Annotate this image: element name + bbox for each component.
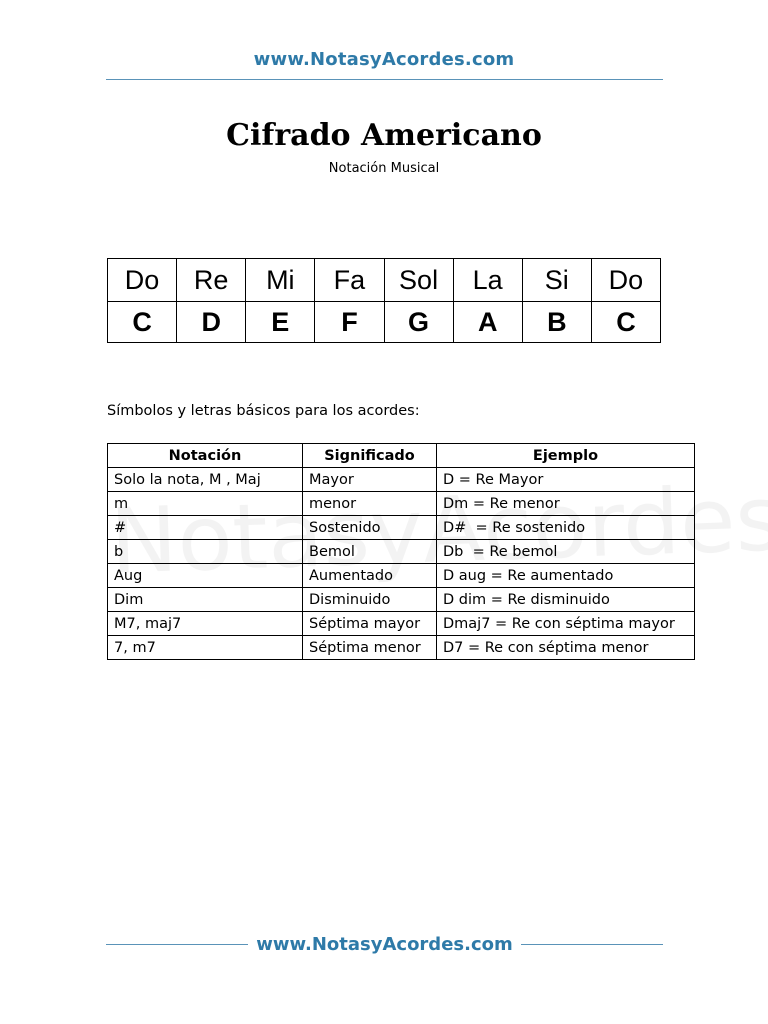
column-header-notation: Notación (108, 444, 303, 468)
table-row (108, 588, 695, 612)
notation-cell: # (108, 516, 303, 540)
page-title: Cifrado Americano (226, 118, 542, 153)
example-cell: Db = Re bemol (437, 540, 695, 564)
meaning-cell: Sostenido (303, 516, 437, 540)
letter-cell: A (453, 302, 522, 343)
example-cell: D# = Re sostenido (437, 516, 695, 540)
meaning-cell: Aumentado (303, 564, 437, 588)
footer (106, 931, 663, 957)
example-cell: D aug = Re aumentado (437, 564, 695, 588)
solfege-cell: Si (522, 259, 591, 302)
solfege-cell: Do (591, 259, 660, 302)
solfege-cell: Re (177, 259, 246, 302)
column-header-example: Ejemplo (437, 444, 695, 468)
notation-cell: Dim (108, 588, 303, 612)
chords-table (107, 443, 695, 660)
letter-cell: C (108, 302, 177, 343)
letter-cell: C (591, 302, 660, 343)
letter-cell: B (522, 302, 591, 343)
table-row (108, 540, 695, 564)
example-cell: D = Re Mayor (437, 468, 695, 492)
solfege-row (108, 259, 661, 302)
meaning-cell: menor (303, 492, 437, 516)
notation-cell: b (108, 540, 303, 564)
meaning-cell: Séptima mayor (303, 612, 437, 636)
header-divider (106, 79, 663, 80)
footer-site-link[interactable]: www.NotasyAcordes.com (256, 933, 513, 955)
table-row (108, 492, 695, 516)
solfege-cell: Do (108, 259, 177, 302)
table-row (108, 564, 695, 588)
notation-cell: 7, m7 (108, 636, 303, 660)
page-subtitle: Notación Musical (328, 161, 440, 176)
meaning-cell: Disminuido (303, 588, 437, 612)
notation-cell: Aug (108, 564, 303, 588)
table-row (108, 636, 695, 660)
example-cell: D7 = Re con séptima menor (437, 636, 695, 660)
meaning-cell: Séptima menor (303, 636, 437, 660)
solfege-cell: La (453, 259, 522, 302)
footer-divider-left (106, 944, 248, 945)
letter-cell: E (246, 302, 315, 343)
letter-cell: G (384, 302, 453, 343)
column-header-meaning: Significado (303, 444, 437, 468)
solfege-cell: Mi (246, 259, 315, 302)
example-cell: Dm = Re menor (437, 492, 695, 516)
notation-cell: Solo la nota, M , Maj (108, 468, 303, 492)
header-site-link[interactable]: www.NotasyAcordes.com (253, 49, 515, 70)
meaning-cell: Mayor (303, 468, 437, 492)
footer-divider-right (521, 944, 663, 945)
letter-row (108, 302, 661, 343)
letter-cell: F (315, 302, 384, 343)
notation-cell: m (108, 492, 303, 516)
meaning-cell: Bemol (303, 540, 437, 564)
table-row (108, 468, 695, 492)
solfege-cell: Fa (315, 259, 384, 302)
table-row (108, 516, 695, 540)
example-cell: D dim = Re disminuido (437, 588, 695, 612)
notes-table (107, 258, 661, 343)
table-header-row (108, 444, 695, 468)
example-cell: Dmaj7 = Re con séptima mayor (437, 612, 695, 636)
chords-caption: Símbolos y letras básicos para los acordes: (107, 403, 420, 419)
table-row (108, 612, 695, 636)
letter-cell: D (177, 302, 246, 343)
solfege-cell: Sol (384, 259, 453, 302)
notation-cell: M7, maj7 (108, 612, 303, 636)
